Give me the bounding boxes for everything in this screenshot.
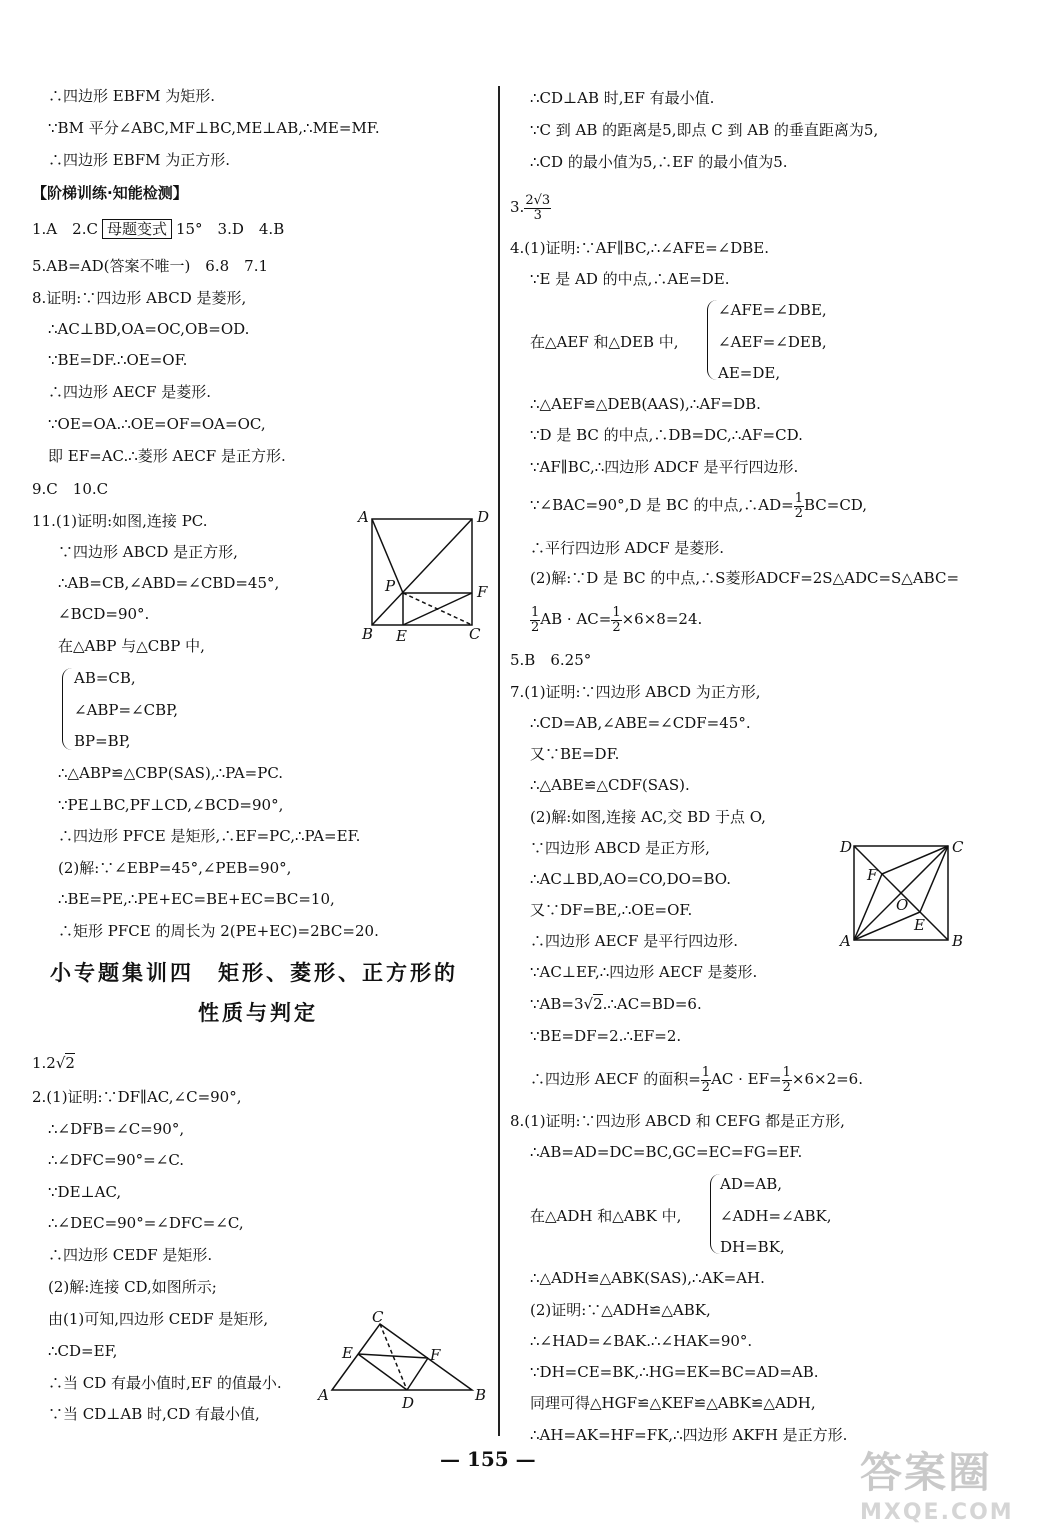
text-line: 又∵BE=DF.: [530, 745, 620, 763]
formula-text: .∴AC=BD=6.: [602, 995, 702, 1013]
text-line: 2.(1)证明:∵DF∥AC,∠C=90°,: [32, 1088, 242, 1106]
column-divider: [498, 86, 500, 1436]
label-C: C: [469, 625, 481, 643]
text-line: ∴△AEF≌△DEB(AAS),∴AF=DB.: [530, 395, 761, 413]
label-C: C: [952, 838, 964, 856]
text-line: ∴AB=CB,∠ABD=∠CBD=45°,: [58, 574, 280, 592]
formula-text: AC · EF=: [711, 1070, 782, 1088]
text-line: 5.B 6.25°: [510, 651, 592, 669]
denominator: 2: [782, 1079, 791, 1095]
text-line: ∵AF∥BC,∴四边形 ADCF 是平行四边形.: [530, 458, 799, 476]
text-line: ∴四边形 EBFM 为正方形.: [48, 151, 231, 169]
text-line: 8.(1)证明:∵四边形 ABCD 和 CEFG 都是正方形,: [510, 1112, 845, 1130]
text-line: ∵OE=OA.∴OE=OF=OA=OC,: [48, 415, 266, 433]
text-line: ∴四边形 AECF 是菱形.: [48, 383, 211, 401]
sqrt-sign: √: [583, 995, 594, 1013]
text-line: 9.C 10.C: [32, 480, 109, 498]
numerator: 1: [531, 604, 540, 620]
text-line: ∵四边形 ABCD 是正方形,: [530, 839, 710, 857]
text-line: ∴CD 的最小值为5,∴EF 的最小值为5.: [530, 153, 788, 171]
formula-line: [530, 604, 702, 635]
text-line: ∠AFE=∠DBE,: [718, 301, 827, 319]
denominator: 2: [701, 1079, 711, 1095]
text-line: 在△AEF 和△DEB 中,: [530, 333, 679, 351]
text-line: (2)解:∵D 是 BC 的中点,∴S菱形ADCF=2S△ADC=S△ABC=: [530, 569, 960, 587]
text-line: ∴∠DEC=90°=∠DFC=∠C,: [48, 1214, 244, 1232]
label-E: E: [396, 627, 407, 645]
formula-text: ×6×8=24.: [621, 610, 703, 628]
triangle-figure-q2: [312, 1308, 496, 1412]
text-line: ∴△ABP≌△CBP(SAS),∴PA=PC.: [58, 764, 284, 782]
text-line: ∴矩形 PFCE 的周长为 2(PE+EC)=2BC=20.: [58, 922, 379, 940]
text-line: BP=BP,: [74, 732, 131, 750]
fraction: [611, 606, 621, 635]
formula-text: BC=CD,: [803, 496, 868, 514]
square-figure-q7: [834, 834, 968, 950]
answer-line: [32, 219, 284, 239]
label-A: A: [840, 932, 851, 950]
answers-3-4: 15° 3.D 4.B: [175, 220, 285, 238]
text-line: ∵BM 平分∠ABC,MF⊥BC,ME⊥AB,∴ME=MF.: [48, 119, 380, 137]
radicand: 2: [65, 1054, 75, 1072]
formula-text: AB · AC=: [540, 610, 612, 628]
text-line: ∴AH=AK=HF=FK,∴四边形 AKFH 是正方形.: [530, 1426, 848, 1444]
text-line: ∵四边形 ABCD 是正方形,: [58, 543, 238, 561]
text-line: 同理可得△HGF≌△KEF≌△ABK≌△ADH,: [530, 1394, 816, 1412]
section-header: 【阶梯训练·知能检测】: [32, 184, 188, 202]
text-line: ∵DE⊥AC,: [48, 1183, 122, 1201]
text-line: (2)解:∵∠EBP=45°,∠PEB=90°,: [58, 859, 292, 877]
label-D: D: [840, 838, 853, 856]
text-line: ∴△ABE≌△CDF(SAS).: [530, 776, 690, 794]
text-line: ∴平行四边形 ADCF 是菱形.: [530, 539, 725, 557]
answer-num: 3.: [510, 198, 525, 216]
fraction: [530, 606, 540, 635]
formula-line: [530, 490, 867, 521]
fraction: [524, 194, 551, 223]
text-line: 11.(1)证明:如图,连接 PC.: [32, 512, 208, 530]
text-line: ∵D 是 BC 的中点,∴DB=DC,∴AF=CD.: [530, 426, 803, 444]
answer-line: [510, 192, 551, 223]
text-line: ∴AC⊥BD,AO=CO,DO=BO.: [530, 870, 731, 888]
watermark-url: MXQE.COM: [860, 1500, 1014, 1525]
radicand: 2: [593, 995, 603, 1013]
sqrt-sign: √: [55, 1054, 66, 1072]
formula-line: [530, 1064, 863, 1095]
formula-text: ×6×2=6.: [791, 1070, 863, 1088]
text-line: ∴∠HAD=∠BAK.∴∠HAK=90°.: [530, 1332, 753, 1350]
text-line: ∵当 CD⊥AB 时,CD 有最小值,: [48, 1405, 260, 1423]
answer-text: 1.2: [32, 1054, 56, 1072]
denominator: 2: [612, 619, 621, 635]
denominator: 3: [533, 207, 542, 223]
numerator: 1: [612, 604, 621, 620]
denominator: 2: [531, 619, 540, 635]
text-line: 由(1)可知,四边形 CEDF 是矩形,: [48, 1310, 269, 1328]
denominator: 2: [794, 505, 803, 521]
fraction: [782, 1066, 792, 1095]
variant-badge: 母题变式: [102, 219, 172, 239]
numerator: 1: [701, 1064, 711, 1080]
formula-text: ∴四边形 AECF 的面积=: [530, 1070, 701, 1088]
label-E: E: [914, 916, 925, 934]
text-line: 在△ADH 和△ABK 中,: [530, 1207, 682, 1225]
text-line: ∴△ADH≌△ABK(SAS),∴AK=AH.: [530, 1269, 765, 1287]
label-D: D: [477, 508, 490, 526]
text-line: ∵BE=DF=2.∴EF=2.: [530, 1027, 682, 1045]
text-line: 又∵DF=BE,∴OE=OF.: [530, 901, 693, 919]
text-line: ∴四边形 PFCE 是矩形,∴EF=PC,∴PA=EF.: [58, 827, 361, 845]
text-line: (2)解:连接 CD,如图所示;: [48, 1278, 217, 1296]
text-line: 5.AB=AD(答案不唯一) 6.8 7.1: [32, 257, 269, 275]
section-title: 性质与判定: [198, 1001, 318, 1025]
formula-text: ∵AB=3: [530, 995, 584, 1013]
label-O: O: [896, 896, 909, 914]
text-line: ∵PE⊥BC,PF⊥CD,∠BCD=90°,: [58, 796, 284, 814]
text-line: DH=BK,: [720, 1238, 785, 1256]
label-A: A: [318, 1386, 329, 1404]
label-F: F: [430, 1346, 441, 1364]
label-F: F: [477, 583, 488, 601]
text-line: 8.证明:∵四边形 ABCD 是菱形,: [32, 289, 247, 307]
watermark-text: 答案圈: [860, 1448, 993, 1497]
sqrt-line: [530, 994, 702, 1014]
square-figure-q11: [352, 505, 498, 650]
text-line: AE=DE,: [718, 364, 781, 382]
text-line: ∵DH=CE=BK,∴HG=EK=BC=AD=AB.: [530, 1363, 819, 1381]
watermark-logo: [860, 1440, 1030, 1530]
label-P: P: [385, 577, 396, 595]
text-line: ∴四边形 EBFM 为矩形.: [48, 87, 216, 105]
answer-line: [32, 1053, 75, 1073]
label-D: D: [402, 1394, 415, 1412]
text-line: ∴AC⊥BD,OA=OC,OB=OD.: [48, 320, 250, 338]
fraction: [701, 1066, 711, 1095]
numerator: 2√3: [525, 192, 551, 208]
text-line: (2)证明:∵△ADH≌△ABK,: [530, 1301, 711, 1319]
text-line: ∴当 CD 有最小值时,EF 的值最小.: [48, 1374, 282, 1392]
system-brace: [62, 668, 73, 750]
text-line: ∠ADH=∠ABK,: [720, 1207, 832, 1225]
text-line: ∴AB=AD=DC=BC,GC=EC=FG=EF.: [530, 1143, 803, 1161]
text-line: ∴CD=EF,: [48, 1342, 118, 1360]
fraction: [794, 492, 804, 521]
text-line: ∴∠DFB=∠C=90°,: [48, 1120, 185, 1138]
text-line: 4.(1)证明:∵AF∥BC,∴∠AFE=∠DBE.: [510, 239, 769, 257]
text-line: ∴BE=PE,∴PE+EC=BE+EC=BC=10,: [58, 890, 335, 908]
text-line: 在△ABP 与△CBP 中,: [58, 637, 205, 655]
label-F: F: [867, 866, 878, 884]
label-E: E: [342, 1344, 353, 1362]
text-line: ∠AEF=∠DEB,: [718, 333, 827, 351]
section-title: 小专题集训四 矩形、菱形、正方形的: [50, 961, 458, 985]
label-A: A: [358, 508, 369, 526]
text-line: ∵E 是 AD 的中点,∴AE=DE.: [530, 270, 730, 288]
numerator: 1: [782, 1064, 791, 1080]
system-brace: [707, 300, 718, 380]
text-line: ∵AC⊥EF,∴四边形 AECF 是菱形.: [530, 963, 758, 981]
label-C: C: [372, 1308, 384, 1326]
formula-text: ∵∠BAC=90°,D 是 BC 的中点,∴AD=: [530, 496, 794, 514]
text-line: ∴CD=AB,∠ABE=∠CDF=45°.: [530, 714, 751, 732]
text-line: AD=AB,: [720, 1175, 783, 1193]
numerator: 1: [794, 490, 803, 506]
label-B: B: [475, 1386, 487, 1404]
text-line: ∴四边形 AECF 是平行四边形.: [530, 932, 738, 950]
text-line: ∴∠DFC=90°=∠C.: [48, 1151, 185, 1169]
text-line: ∵BE=DF.∴OE=OF.: [48, 351, 188, 369]
text-line: AB=CB,: [74, 669, 136, 687]
label-B: B: [952, 932, 964, 950]
text-line: ∠ABP=∠CBP,: [74, 701, 178, 719]
page-number: — 155 —: [440, 1447, 536, 1471]
label-B: B: [362, 625, 374, 643]
text-line: ∴四边形 CEDF 是矩形.: [48, 1246, 213, 1264]
text-line: ∵C 到 AB 的距离是5,即点 C 到 AB 的垂直距离为5,: [530, 121, 879, 139]
text-line: ∴CD⊥AB 时,EF 有最小值.: [530, 89, 715, 107]
text-line: (2)解:如图,连接 AC,交 BD 于点 O,: [530, 808, 766, 826]
answers-1-2: 1.A 2.C: [32, 220, 98, 238]
text-line: ∠BCD=90°.: [58, 605, 150, 623]
text-line: 即 EF=AC.∴菱形 AECF 是正方形.: [48, 447, 286, 465]
text-line: 7.(1)证明:∵四边形 ABCD 为正方形,: [510, 683, 761, 701]
